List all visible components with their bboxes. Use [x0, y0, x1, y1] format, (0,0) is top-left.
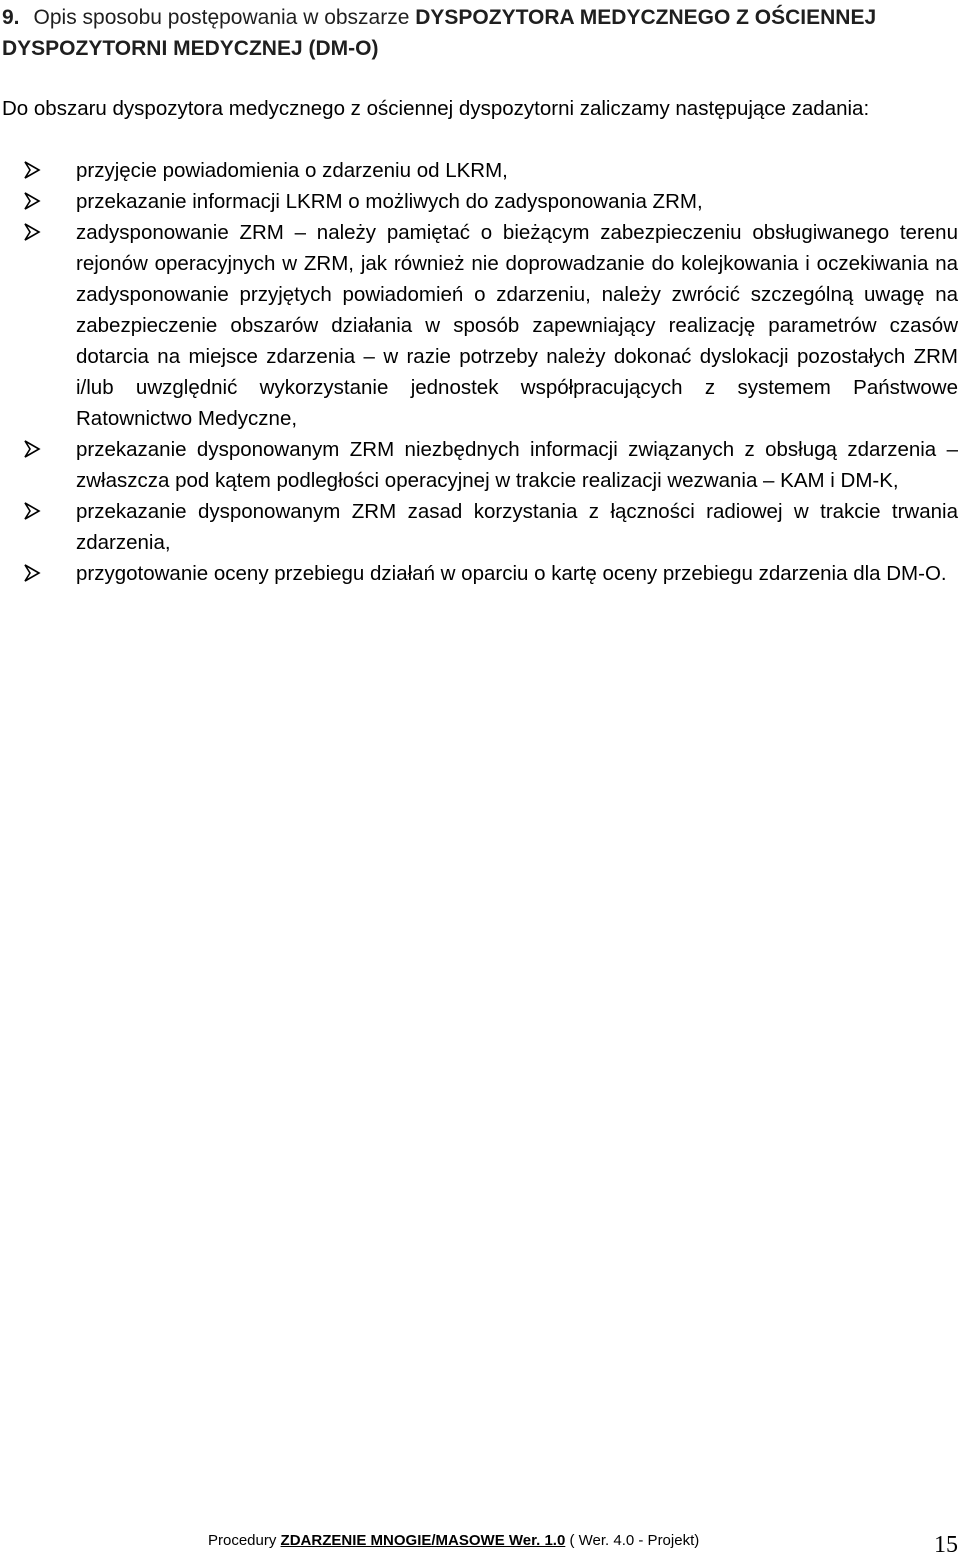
list-item-text: przekazanie dysponowanym ZRM niezbędnych informacji związanych z obsługą zdarzenia – zwłaszcza pod kątem podległości operacyjnej w trakcie realizacji wezwania – KAM i DM-K, — [76, 438, 958, 492]
list-item — [2, 217, 958, 434]
task-list — [2, 155, 958, 589]
arrowhead-bullet-icon — [23, 439, 41, 459]
section-number: 9. — [2, 6, 20, 29]
section-heading — [2, 2, 942, 64]
list-item-text: przekazanie dysponowanym ZRM zasad korzystania z łączności radiowej w trakcie trwania zdarzenia, — [76, 500, 958, 554]
footer-version: ( Wer. 4.0 - Projekt) — [569, 1532, 700, 1549]
footer-prefix: Procedury — [208, 1532, 281, 1549]
list-item-text: zadysponowanie ZRM – należy pamiętać o bieżącym zabezpieczeniu obsługiwanego terenu rejonów operacyjnych w ZRM, jak również nie doprowadzanie do kolejkowania i oczekiwania na zadysponowanie przyjętych powiadomień o zdarzeniu, należy zwrócić szczególną uwagę na zabezpieczenie obszarów działania w sposób zapewniający realizację parametrów czasów dotarcia na miejsce zdarzenia – w razie potrzeby należy dokonać dyslokacji pozostałych ZRM i/lub uwzględnić wykorzystanie jednostek współpracujących z systemem Państwowe Ratownictwo Medyczne, — [76, 221, 958, 430]
section-heading-lead: Opis sposobu postępowania w obszarze — [33, 6, 416, 29]
list-item-text: przyjęcie powiadomienia o zdarzeniu od LKRM, — [76, 159, 508, 182]
page-number: 15 — [934, 1532, 958, 1558]
page-footer — [208, 1528, 958, 1562]
arrowhead-bullet-icon — [23, 222, 41, 242]
list-item — [2, 186, 958, 217]
list-item-text: przekazanie informacji LKRM o możliwych do zadysponowania ZRM, — [76, 190, 703, 213]
arrowhead-bullet-icon — [23, 160, 41, 180]
list-item — [2, 496, 958, 558]
intro-paragraph: Do obszaru dyspozytora medycznego z ościennej dyspozytorni zaliczamy następujące zadania: — [2, 97, 870, 120]
list-item — [2, 558, 958, 589]
arrowhead-bullet-icon — [23, 563, 41, 583]
list-item-text: przygotowanie oceny przebiegu działań w oparciu o kartę oceny przebiegu zdarzenia dla DM-O. — [76, 562, 947, 585]
arrowhead-bullet-icon — [23, 191, 41, 211]
arrowhead-bullet-icon — [23, 501, 41, 521]
footer-text — [208, 1532, 699, 1549]
list-item — [2, 434, 958, 496]
list-item — [2, 155, 958, 186]
section-heading-bold: DYSPOZYTORA MEDYCZNEGO Z OŚCIENNEJ DYSPOZYTORNI MEDYCZNEJ (DM-O) — [2, 6, 877, 60]
footer-document-title: ZDARZENIE MNOGIE/MASOWE Wer. 1.0 — [280, 1532, 566, 1549]
